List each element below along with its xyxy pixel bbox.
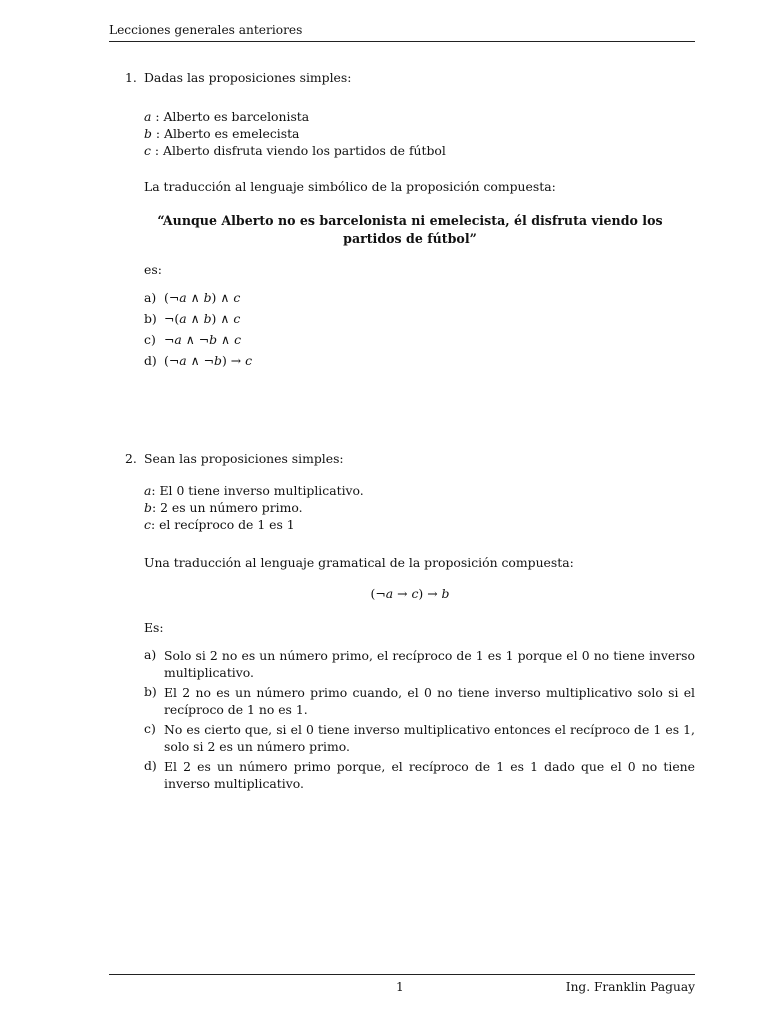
question-lead: Una traducción al lenguaje gramatical de la proposición compuesta:	[144, 555, 574, 570]
proposition-a: a : Alberto es barcelonista	[144, 109, 310, 124]
proposition-b: b: 2 es un número primo.	[144, 500, 303, 515]
option-formula: ¬a ∧ ¬b ∧ c	[164, 332, 242, 347]
option-formula: (¬a ∧ ¬b) → c	[164, 353, 253, 368]
compound-proposition-formula: (¬a → c) → b	[370, 586, 450, 601]
option-list	[144, 287, 695, 371]
question-intro: Sean las proposiciones simples:	[144, 451, 344, 466]
option-formula: (¬a ∧ b) ∧ c	[164, 290, 241, 305]
option-b[interactable]: b) ¬(a ∧ b) ∧ c	[144, 311, 241, 326]
page-number: 1	[396, 980, 404, 994]
option-formula: ¬(a ∧ b) ∧ c	[164, 311, 241, 326]
question-lead: La traducción al lenguaje simbólico de la proposición compuesta:	[144, 179, 556, 194]
option-list	[144, 647, 695, 795]
proposition-list	[144, 482, 695, 533]
answers-lead: Es:	[144, 620, 164, 635]
option-b[interactable]: b) El 2 no es un número primo cuando, el 0 no tiene inverso multiplicativo solo si el recíproco de 1 no es 1.	[144, 684, 695, 717]
proposition-c: c: el recíproco de 1 es 1	[144, 517, 295, 532]
answers-lead: es:	[144, 262, 162, 277]
question-intro: Dadas las proposiciones simples:	[144, 70, 352, 85]
proposition-a: a: El 0 tiene inverso multiplicativo.	[144, 483, 364, 498]
option-a[interactable]: a) (¬a ∧ b) ∧ c	[144, 290, 241, 305]
option-d[interactable]: d) El 2 es un número primo porque, el recíproco de 1 es 1 dado que el 0 no tiene inverso multiplicativo.	[144, 758, 695, 791]
proposition-list	[144, 108, 695, 159]
option-c[interactable]: c) ¬a ∧ ¬b ∧ c	[144, 332, 242, 347]
option-text: El 2 es un número primo porque, el recíproco de 1 es 1 dado que el 0 no tiene inverso multiplicativo.	[164, 759, 695, 791]
option-text: El 2 no es un número primo cuando, el 0 no tiene inverso multiplicativo solo si el recíproco de 1 no es 1.	[164, 685, 695, 717]
option-c[interactable]: c) No es cierto que, si el 0 tiene inverso multiplicativo entonces el recíproco de 1 es 1, solo si 2 es un número primo.	[144, 721, 695, 754]
option-d[interactable]: d) (¬a ∧ ¬b) → c	[144, 353, 253, 368]
question-number: 2.	[125, 451, 137, 466]
option-text: No es cierto que, si el 0 tiene inverso multiplicativo entonces el recíproco de 1 es 1, solo si 2 es un número primo.	[164, 722, 695, 754]
question-number: 1.	[125, 70, 137, 85]
header-rule	[109, 41, 695, 42]
option-a[interactable]: a) Solo si 2 no es un número primo, el recíproco de 1 es 1 porque el 0 no tiene inverso multiplicativo.	[144, 647, 695, 680]
compound-proposition-quote: “Aunque Alberto no es barcelonista ni emelecista, él disfruta viendo los partidos de fútbol”	[157, 213, 663, 246]
running-header: Lecciones generales anteriores	[109, 23, 303, 37]
option-text: Solo si 2 no es un número primo, el recíproco de 1 es 1 porque el 0 no tiene inverso multiplicativo.	[164, 648, 695, 680]
proposition-c: c : Alberto disfruta viendo los partidos de fútbol	[144, 143, 446, 158]
footer-author: Ing. Franklin Paguay	[565, 980, 695, 994]
footer-rule	[109, 974, 695, 975]
proposition-b: b : Alberto es emelecista	[144, 126, 300, 141]
